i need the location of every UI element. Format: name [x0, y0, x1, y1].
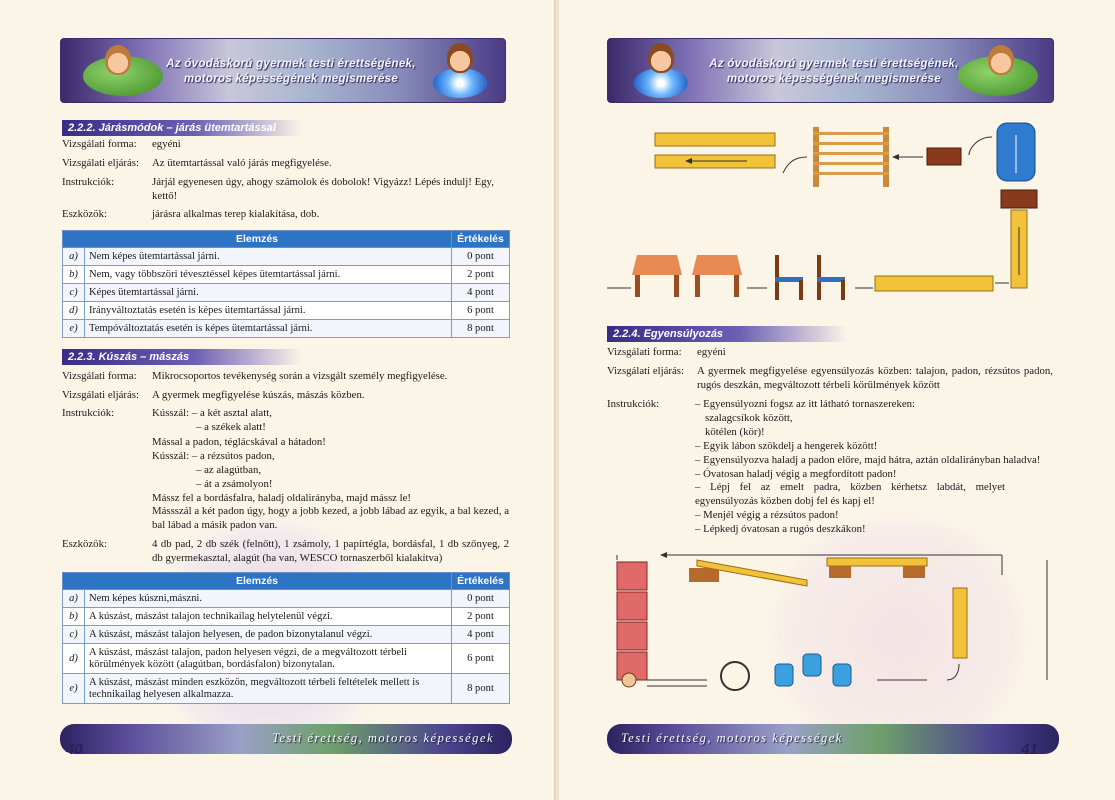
row-key: Vizsgálati eljárás: — [62, 389, 139, 401]
small-table — [632, 255, 682, 297]
balance-mats — [617, 562, 647, 680]
evaluation-table-2 — [62, 572, 510, 704]
row-points: 2 pont — [452, 608, 510, 626]
table-header-ertekeles: Értékelés — [452, 231, 510, 248]
form-row-instrukciok — [62, 407, 512, 421]
row-text: Nem képes ütemtartással járni. — [85, 248, 452, 266]
boy-figure-icon — [105, 45, 131, 75]
row-letter: d) — [63, 302, 85, 320]
instruction-line: Kússzál: – a rézsútos padon, — [152, 450, 275, 462]
form-row-instrukciok — [62, 176, 512, 204]
instruction-line: – az alagútban, — [196, 464, 262, 476]
row-key: Vizsgálati forma: — [607, 346, 682, 358]
section-title-egyensulyozas: 2.2.4. Egyensúlyozás — [607, 326, 847, 342]
instruction-line: – át a zsámolyon! — [196, 478, 273, 490]
instruction-line: kötélen (kör)! — [705, 426, 765, 438]
instruction-line: Kússzál: – a két asztal alatt, — [152, 407, 272, 419]
table-row — [63, 590, 510, 608]
arrow-head — [892, 154, 899, 160]
header-banner — [607, 38, 1054, 103]
table-row — [63, 608, 510, 626]
direction-arrow — [969, 137, 992, 155]
row-key: Eszközök: — [62, 538, 107, 550]
row-value: járásra alkalmas terep kialakítása, dob. — [152, 208, 320, 220]
instruction-line: szalagcsíkok között, — [705, 412, 793, 424]
row-key: Vizsgálati forma: — [62, 370, 137, 382]
instruction-line: – Lépkedj óvatosan a rugós deszkákon! — [695, 523, 866, 535]
table-row — [63, 302, 510, 320]
section-title-jarasmodok: 2.2.2. Járásmódok – járás ütemtartással — [62, 120, 302, 136]
row-letter: a) — [63, 590, 85, 608]
form-row-eljaras — [62, 389, 512, 403]
page-number: 40 — [66, 741, 83, 758]
row-text: Nem képes kúszni,mászni. — [85, 590, 452, 608]
table-header-elemzes: Elemzés — [63, 231, 452, 248]
child-icon — [622, 673, 636, 687]
cylinders — [775, 654, 851, 686]
row-letter: b) — [63, 608, 85, 626]
footer-banner — [60, 724, 512, 754]
row-value: Mikrocsoportos tevékenység során a vizsgált személy megfigyelése. — [152, 370, 448, 382]
row-text: A kúszást, mászást talajon, padon helyesen végzi, de a megváltozott térbeli körülmények között (alagútban, bordásfalon) bizonytalan. — [85, 644, 452, 674]
instruction-line: Mássszál a két padon úgy, hogy a jobb kezed, a jobb lábad az egyik, a bal kezed, a bal lábad a másik padon van. — [152, 505, 509, 531]
row-letter: c) — [63, 626, 85, 644]
instruction-line: – Menjél végig a rézsútos padon! — [695, 509, 839, 521]
footer-title: Testi érettség, motoros képességek — [621, 731, 843, 745]
row-key: Instrukciók: — [607, 398, 660, 410]
row-value: egyéni — [697, 346, 726, 358]
section-title-kuszas: 2.2.3. Kúszás – mászás — [62, 349, 302, 365]
row-text: A kúszást, mászást talajon technikailag helytelenül végzi. — [85, 608, 452, 626]
form-row-eszkozok — [62, 208, 512, 222]
row-letter: a) — [63, 248, 85, 266]
page-number: 41 — [1021, 741, 1038, 758]
row-letter: d) — [63, 644, 85, 674]
chair — [817, 255, 845, 300]
elevated-bench — [827, 558, 927, 578]
row-points: 8 pont — [452, 320, 510, 338]
header-title-line1: Az óvodáskorú gyermek testi érettségének, — [166, 58, 416, 70]
table-row — [63, 626, 510, 644]
form-row-forma — [62, 370, 512, 384]
left-page — [0, 0, 556, 800]
instruction-line: – Lépj fel az emelt padra, közben kérhetsz labdát, melyet egyensúlyozás közben dobj fel és kapj el! — [695, 481, 1005, 507]
row-value: Az ütemtartással való járás megfigyelése. — [152, 157, 332, 169]
chair — [775, 255, 803, 300]
balance-course-illustration — [607, 540, 1067, 700]
row-key: Vizsgálati eljárás: — [62, 157, 139, 169]
brick-block — [1001, 190, 1037, 208]
instruction-line: – Egyensúlyozni fogsz az itt látható tornaszereken: — [695, 398, 916, 410]
header-title-line2: motoros képességének megismerése — [183, 73, 399, 85]
table-row — [63, 674, 510, 704]
table-row — [63, 284, 510, 302]
row-points: 6 pont — [452, 644, 510, 674]
header-title — [704, 57, 964, 87]
rope-circle — [721, 662, 749, 690]
row-points: 0 pont — [452, 248, 510, 266]
table-row — [63, 266, 510, 284]
girl-figure-icon — [648, 43, 674, 73]
row-points: 6 pont — [452, 302, 510, 320]
row-letter: c) — [63, 284, 85, 302]
row-key: Instrukciók: — [62, 176, 115, 188]
row-points: 4 pont — [452, 284, 510, 302]
row-points: 8 pont — [452, 674, 510, 704]
header-title — [161, 57, 421, 87]
instruction-line: – Óvatosan haladj végig a megfordított padon! — [695, 468, 897, 480]
header-banner — [60, 38, 506, 103]
brick-block — [927, 148, 961, 165]
direction-arrow — [947, 664, 959, 680]
footer-title: Testi érettség, motoros képességek — [272, 731, 494, 745]
row-key: Eszközök: — [62, 208, 107, 220]
instruction-line: Mássz fel a bordásfalra, haladj oldalirányba, majd mássz le! — [152, 492, 412, 504]
row-points: 0 pont — [452, 590, 510, 608]
header-title-line1: Az óvodáskorú gyermek testi érettségének, — [709, 58, 959, 70]
row-value: Járjál egyenesen úgy, ahogy számolok és dobolok! Vigyázz! Lépés indulj! Egy, kettő! — [152, 176, 494, 202]
form-row-eljaras — [62, 157, 512, 171]
arrow-head — [660, 552, 667, 558]
table-header-elemzes: Elemzés — [63, 573, 452, 590]
row-letter: e) — [63, 320, 85, 338]
row-value: 4 db pad, 2 db szék (felnőtt), 1 zsámoly, 1 papírtégla, bordásfal, 1 db szőnyeg, 2 db gyermekasztal, alagút (ha van, WESCO tornaszerből kialakítva) — [152, 538, 509, 564]
instruction-line: – a székek alatt! — [196, 421, 266, 433]
form-row-forma — [607, 346, 1057, 360]
row-value: A gyermek megfigyelése kúszás, mászás közben. — [152, 389, 365, 401]
table-row — [63, 320, 510, 338]
wall-bars — [813, 127, 889, 187]
row-text: Nem, vagy többszöri tévesztéssel képes ütemtartással járni. — [85, 266, 452, 284]
table-row — [63, 644, 510, 674]
table-header-ertekeles: Értékelés — [452, 573, 510, 590]
small-table — [692, 255, 742, 297]
header-title-line2: motoros képességének megismerése — [726, 73, 942, 85]
bench-plank — [875, 276, 993, 291]
row-letter: e) — [63, 674, 85, 704]
row-points: 4 pont — [452, 626, 510, 644]
row-key: Vizsgálati forma: — [62, 138, 137, 150]
row-value: A gyermek megfigyelése egyensúlyozás közben: talajon, padon, rézsútos padon, rugós deszkán, megváltozott térbeli körülmények között — [697, 365, 1053, 391]
crawling-course-illustration — [607, 115, 1067, 320]
form-row-forma — [62, 138, 512, 152]
row-text: Irányváltoztatás esetén is képes ütemtartással járni. — [85, 302, 452, 320]
evaluation-table-1 — [62, 230, 510, 338]
footer-banner — [607, 724, 1059, 754]
row-text: Tempóváltoztatás esetén is képes ütemtartással járni. — [85, 320, 452, 338]
form-row-eljaras — [607, 365, 1057, 393]
instruction-line: – Egyensúlyozva haladj a padon előre, majd hátra, aztán oldalirányban haladva! — [695, 454, 1041, 466]
row-text: A kúszást, mászást talajon helyesen, de padon bizonytalanul végzi. — [85, 626, 452, 644]
girl-figure-icon — [447, 43, 473, 73]
instruction-line: – Egyik lábon szökdelj a hengerek között! — [695, 440, 878, 452]
row-value: egyéni — [152, 138, 181, 150]
direction-arrow — [783, 157, 807, 173]
row-text: Képes ütemtartással járni. — [85, 284, 452, 302]
row-text: A kúszást, mászást minden eszközön, megváltozott térbeli feltételek mellett is technikailag helyesen alkalmazza. — [85, 674, 452, 704]
table-row — [63, 248, 510, 266]
bench-plank — [655, 133, 775, 146]
row-letter: b) — [63, 266, 85, 284]
row-key: Instrukciók: — [62, 407, 115, 419]
right-page — [559, 0, 1115, 800]
boy-figure-icon — [988, 45, 1014, 75]
inclined-bench — [689, 560, 807, 586]
instruction-line: Mással a padon, téglácskával a hátadon! — [152, 436, 326, 448]
row-points: 2 pont — [452, 266, 510, 284]
inclined-bench — [953, 588, 967, 658]
form-row-eszkozok — [62, 538, 512, 566]
row-key: Vizsgálati eljárás: — [607, 365, 684, 377]
